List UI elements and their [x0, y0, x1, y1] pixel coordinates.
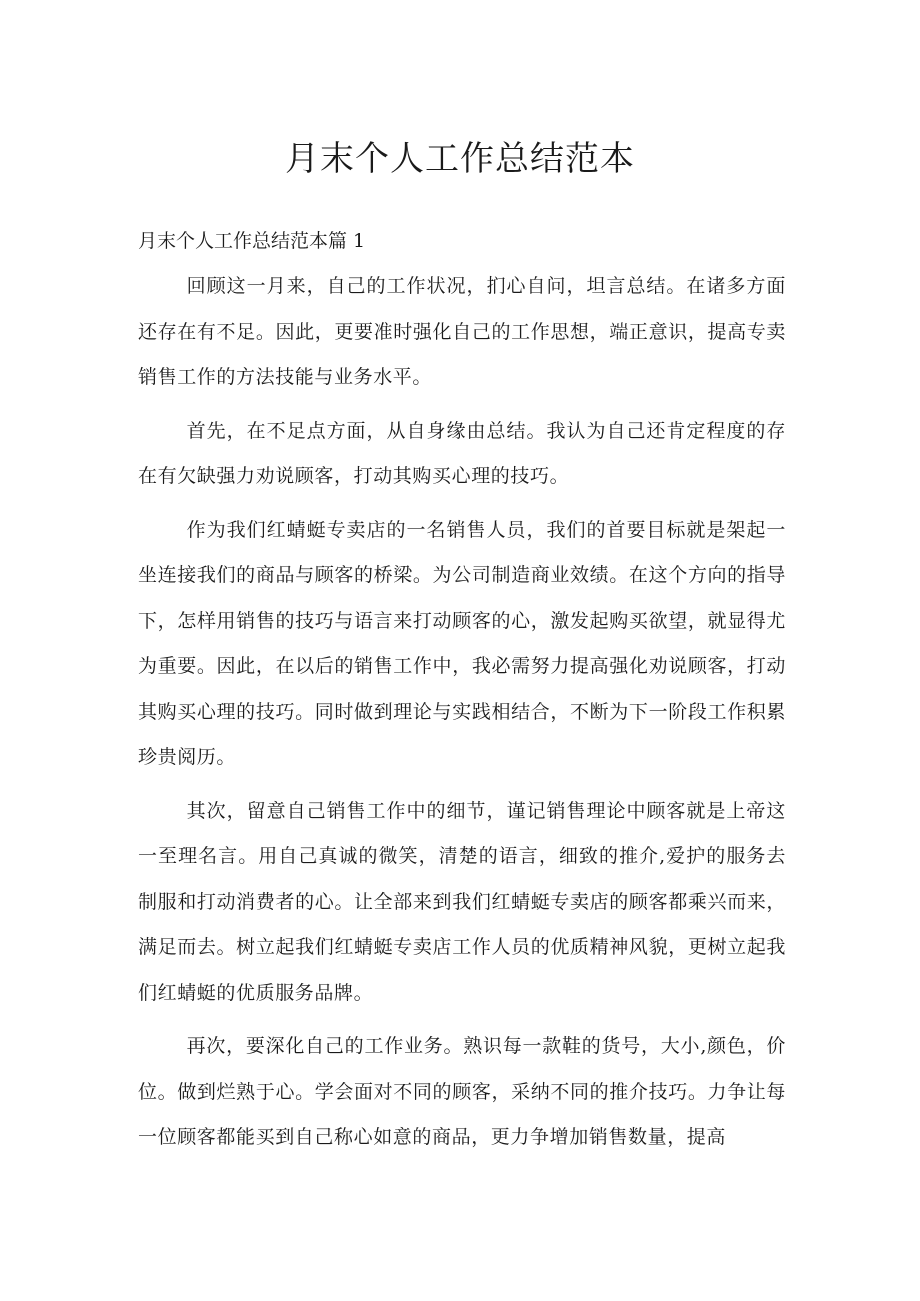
- paragraph: 回顾这一月来，自己的工作状况，扪心自问，坦言总结。在诸多方面还存在有不足。因此，更要准时强化自己的工作思想，端正意识，提高专卖销售工作的方法技能与业务水平。: [138, 275, 786, 388]
- paragraph: 再次，要深化自己的工作业务。熟识每一款鞋的货号，大小,颜色，价位。做到烂熟于心。学会面对不同的顾客，采纳不同的推介技巧。力争让每一位顾客都能买到自己称心如意的商品，更力争增加销售数量，提高: [138, 1035, 786, 1148]
- paragraph: 作为我们红蜻蜓专卖店的一名销售人员，我们的首要目标就是架起一坐连接我们的商品与顾客的桥梁。为公司制造商业效绩。在这个方向的指导下，怎样用销售的技巧与语言来打动顾客的心，激发起购买欲望，就显得尤为重要。因此，在以后的销售工作中，我必需努力提高强化劝说顾客，打动其购买心理的技巧。同时做到理论与实践相结合，不断为下一阶段工作积累珍贵阅历。: [138, 518, 786, 768]
- paragraph: 其次，留意自己销售工作中的细节，谨记销售理论中顾客就是上帝这一至理名言。用自己真诚的微笑，清楚的语言，细致的推介,爱护的服务去制服和打动消费者的心。让全部来到我们红蜻蜓专卖店的顾客都乘兴而来，满足而去。树立起我们红蜻蜓专卖店工作人员的优质精神风貌，更树立起我们红蜻蜓的优质服务品牌。: [138, 799, 786, 1004]
- section-heading: 月末个人工作总结范本篇 1: [138, 230, 366, 252]
- document-body: [138, 264, 786, 1169]
- document-title: 月末个人工作总结范本: [285, 139, 635, 179]
- paragraph: 首先，在不足点方面，从自身缘由总结。我认为自己还肯定程度的存在有欠缺强力劝说顾客，打动其购买心理的技巧。: [138, 419, 786, 487]
